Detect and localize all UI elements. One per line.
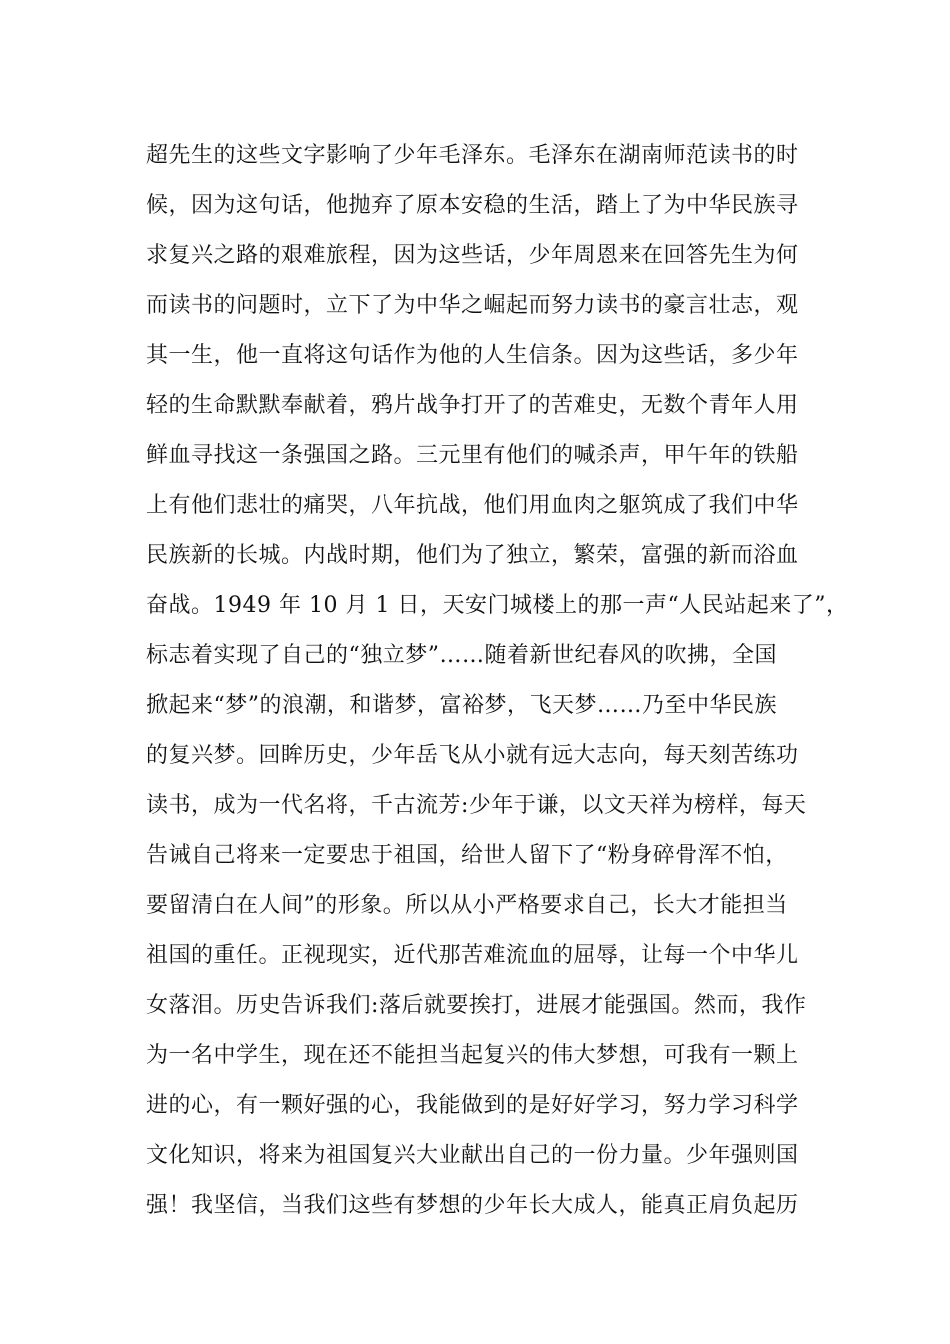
body-paragraph — [146, 131, 849, 1231]
text-line: 候，因为这句话，他抛弃了原本安稳的生活，踏上了为中华民族寻 — [146, 193, 799, 218]
text-line: 文化知识，将来为祖国复兴大业献出自己的一份力量。少年强则国 — [146, 1143, 799, 1168]
text-line: 上有他们悲壮的痛哭，八年抗战，他们用血肉之躯筑成了我们中华 — [146, 493, 799, 518]
text-line: 求复兴之路的艰难旅程，因为这些话，少年周恩来在回答先生为何 — [146, 243, 799, 268]
text-line: 为一名中学生，现在还不能担当起复兴的伟大梦想，可我有一颗上 — [146, 1043, 799, 1068]
text-line: 民族新的长城。内战时期，他们为了独立，繁荣，富强的新而浴血 — [146, 543, 799, 568]
text-line: 轻的生命默默奉献着，鸦片战争打开了的苦难史，无数个青年人用 — [146, 393, 799, 418]
text-line: 鲜血寻找这一条强国之路。三元里有他们的喊杀声，甲午年的铁船 — [146, 443, 799, 468]
text-line: 其一生，他一直将这句话作为他的人生信条。因为这些话，多少年 — [146, 343, 799, 368]
text-line: 超先生的这些文字影响了少年毛泽东。毛泽东在湖南师范读书的时 — [146, 143, 799, 168]
text-line: 要留清白在人间”的形象。所以从小严格要求自己，长大才能担当 — [146, 893, 788, 918]
text-line: 读书，成为一代名将，千古流芳:少年于谦，以文天祥为榜样，每天 — [146, 793, 807, 818]
text-line: 告诫自己将来一定要忠于祖国，给世人留下了“粉身碎骨浑不怕， — [146, 843, 788, 868]
text-line: 女落泪。历史告诉我们:落后就要挨打，进展才能强国。然而，我作 — [146, 993, 807, 1018]
text-line: 进的心，有一颗好强的心，我能做到的是好好学习，努力学习科学 — [146, 1093, 799, 1118]
text-line: 的复兴梦。回眸历史，少年岳飞从小就有远大志向，每天刻苦练功 — [146, 743, 799, 768]
text-line: 强！我坚信，当我们这些有梦想的少年长大成人，能真正肩负起历 — [146, 1193, 799, 1218]
text-line: 而读书的问题时，立下了为中华之崛起而努力读书的豪言壮志，观 — [146, 293, 799, 318]
text-line: 奋战。1949 年 10 月 1 日，天安门城楼上的那一声“人民站起来了”， — [146, 593, 849, 618]
text-line: 祖国的重任。正视现实，近代那苦难流血的屈辱，让每一个中华儿 — [146, 943, 799, 968]
text-line: 标志着实现了自己的“独立梦”……随着新世纪春风的吹拂，全国 — [146, 643, 777, 668]
text-line: 掀起来“梦”的浪潮，和谐梦，富裕梦，飞天梦……乃至中华民族 — [146, 693, 777, 718]
